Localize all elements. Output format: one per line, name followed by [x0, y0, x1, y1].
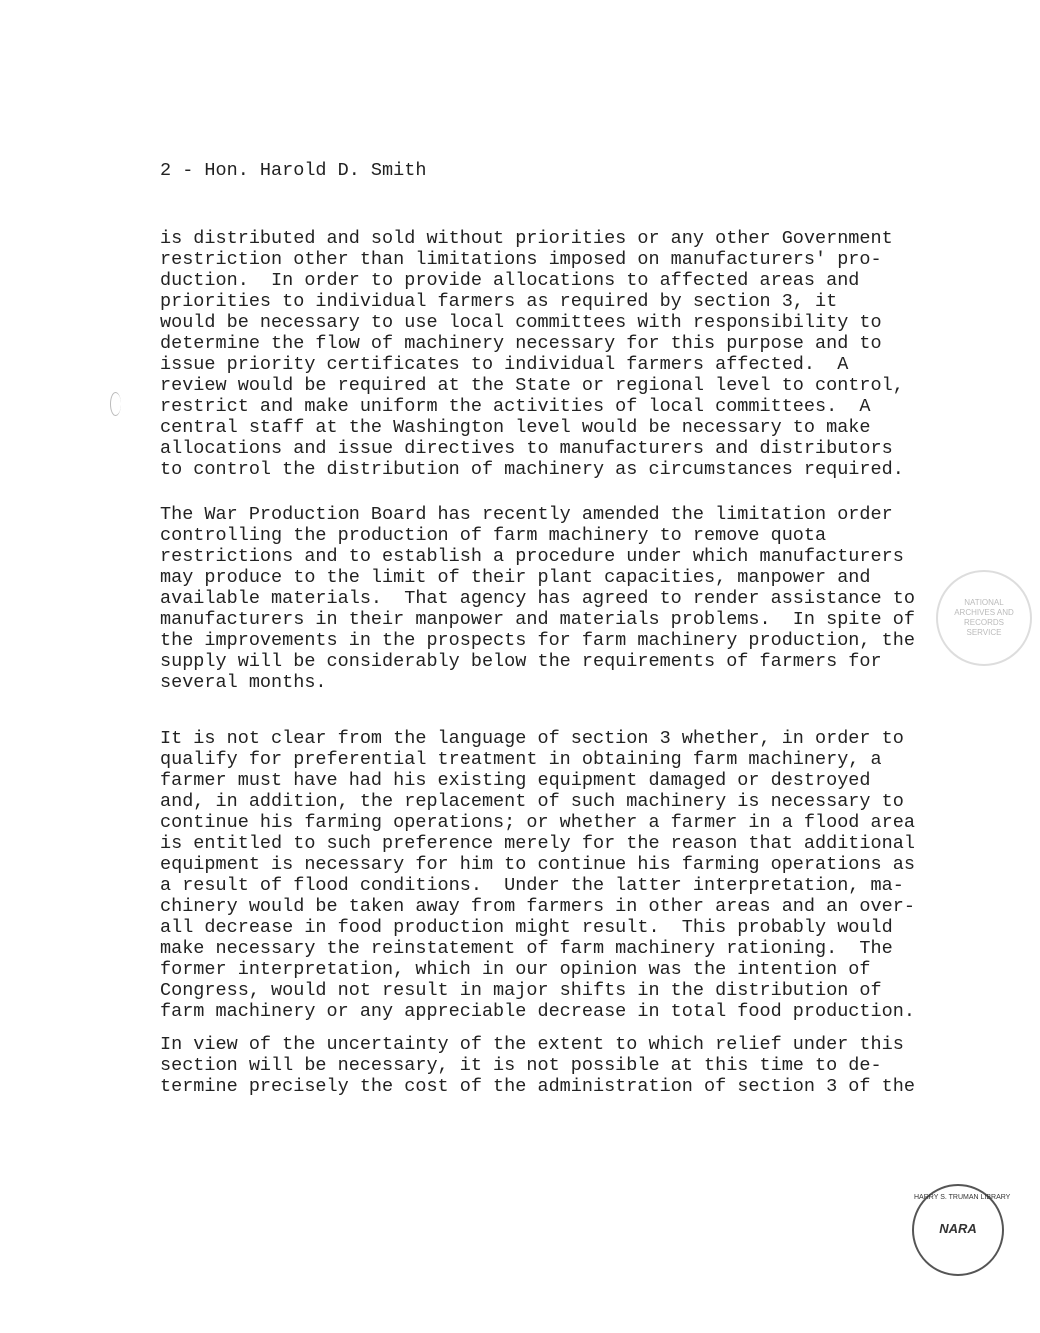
stamp-center-text: NARA [939, 1221, 977, 1236]
text-line: restriction other than limitations imposed on manufacturers' pro- [160, 249, 882, 270]
text-line: may produce to the limit of their plant capacities, manpower and [160, 567, 871, 588]
letter-header: 2 - Hon. Harold D. Smith [160, 160, 427, 181]
text-line: is distributed and sold without priorities or any other Government [160, 228, 893, 249]
text-line: equipment is necessary for him to continue his farming operations as [160, 854, 915, 875]
text-line: and, in addition, the replacement of such machinery is necessary to [160, 791, 904, 812]
paragraph-1 [160, 228, 904, 480]
text-line: restrict and make uniform the activities of local committees. A [160, 396, 871, 417]
margin-mark [110, 392, 121, 416]
text-line: determine the flow of machinery necessary for this purpose and to [160, 333, 882, 354]
text-line: duction. In order to provide allocations to affected areas and [160, 270, 860, 291]
text-line: supply will be considerably below the requirements of farmers for [160, 651, 882, 672]
text-line: review would be required at the State or regional level to control, [160, 375, 904, 396]
text-line: allocations and issue directives to manufacturers and distributors [160, 438, 893, 459]
text-line: restrictions and to establish a procedure under which manufacturers [160, 546, 904, 567]
text-line: priorities to individual farmers as required by section 3, it [160, 291, 838, 312]
text-line: several months. [160, 672, 327, 693]
text-line: would be necessary to use local committees with responsibility to [160, 312, 882, 333]
text-line: The War Production Board has recently amended the limitation order [160, 504, 893, 525]
text-line: all decrease in food production might result. This probably would [160, 917, 893, 938]
text-line: central staff at the Washington level would be necessary to make [160, 417, 871, 438]
archives-stamp-faded [936, 570, 1032, 666]
text-line: farmer must have had his existing equipment damaged or destroyed [160, 770, 871, 791]
text-line: make necessary the reinstatement of farm machinery rationing. The [160, 938, 893, 959]
text-line: manufacturers in their manpower and materials problems. In spite of [160, 609, 915, 630]
nara-stamp [912, 1184, 1011, 1276]
stamp-center-text: NATIONAL ARCHIVES AND RECORDS SERVICE [954, 598, 1014, 637]
text-line: to control the distribution of machinery as circumstances required. [160, 459, 904, 480]
text-line: the improvements in the prospects for farm machinery production, the [160, 630, 915, 651]
text-line: former interpretation, which in our opinion was the intention of [160, 959, 871, 980]
text-line: section will be necessary, it is not possible at this time to de- [160, 1055, 882, 1076]
text-line: available materials. That agency has agreed to render assistance to [160, 588, 915, 609]
text-line: qualify for preferential treatment in obtaining farm machinery, a [160, 749, 882, 770]
text-line: In view of the uncertainty of the extent to which relief under this [160, 1034, 904, 1055]
paragraph-3 [160, 728, 915, 1022]
text-line: is entitled to such preference merely for the reason that additional [160, 833, 915, 854]
text-line: Congress, would not result in major shifts in the distribution of [160, 980, 882, 1001]
text-line: issue priority certificates to individual farmers affected. A [160, 354, 849, 375]
paragraph-2 [160, 504, 915, 693]
paragraph-4 [160, 1034, 915, 1097]
text-line: It is not clear from the language of section 3 whether, in order to [160, 728, 904, 749]
text-line: continue his farming operations; or whether a farmer in a flood area [160, 812, 915, 833]
text-line: termine precisely the cost of the administration of section 3 of the [160, 1076, 915, 1097]
text-line: farm machinery or any appreciable decrease in total food production. [160, 1001, 915, 1022]
stamp-ring-text: HARRY S. TRUMAN LIBRARY [914, 1194, 1011, 1201]
text-line: controlling the production of farm machinery to remove quota [160, 525, 827, 546]
text-line: a result of flood conditions. Under the latter interpretation, ma- [160, 875, 904, 896]
text-line: chinery would be taken away from farmers in other areas and an over- [160, 896, 915, 917]
